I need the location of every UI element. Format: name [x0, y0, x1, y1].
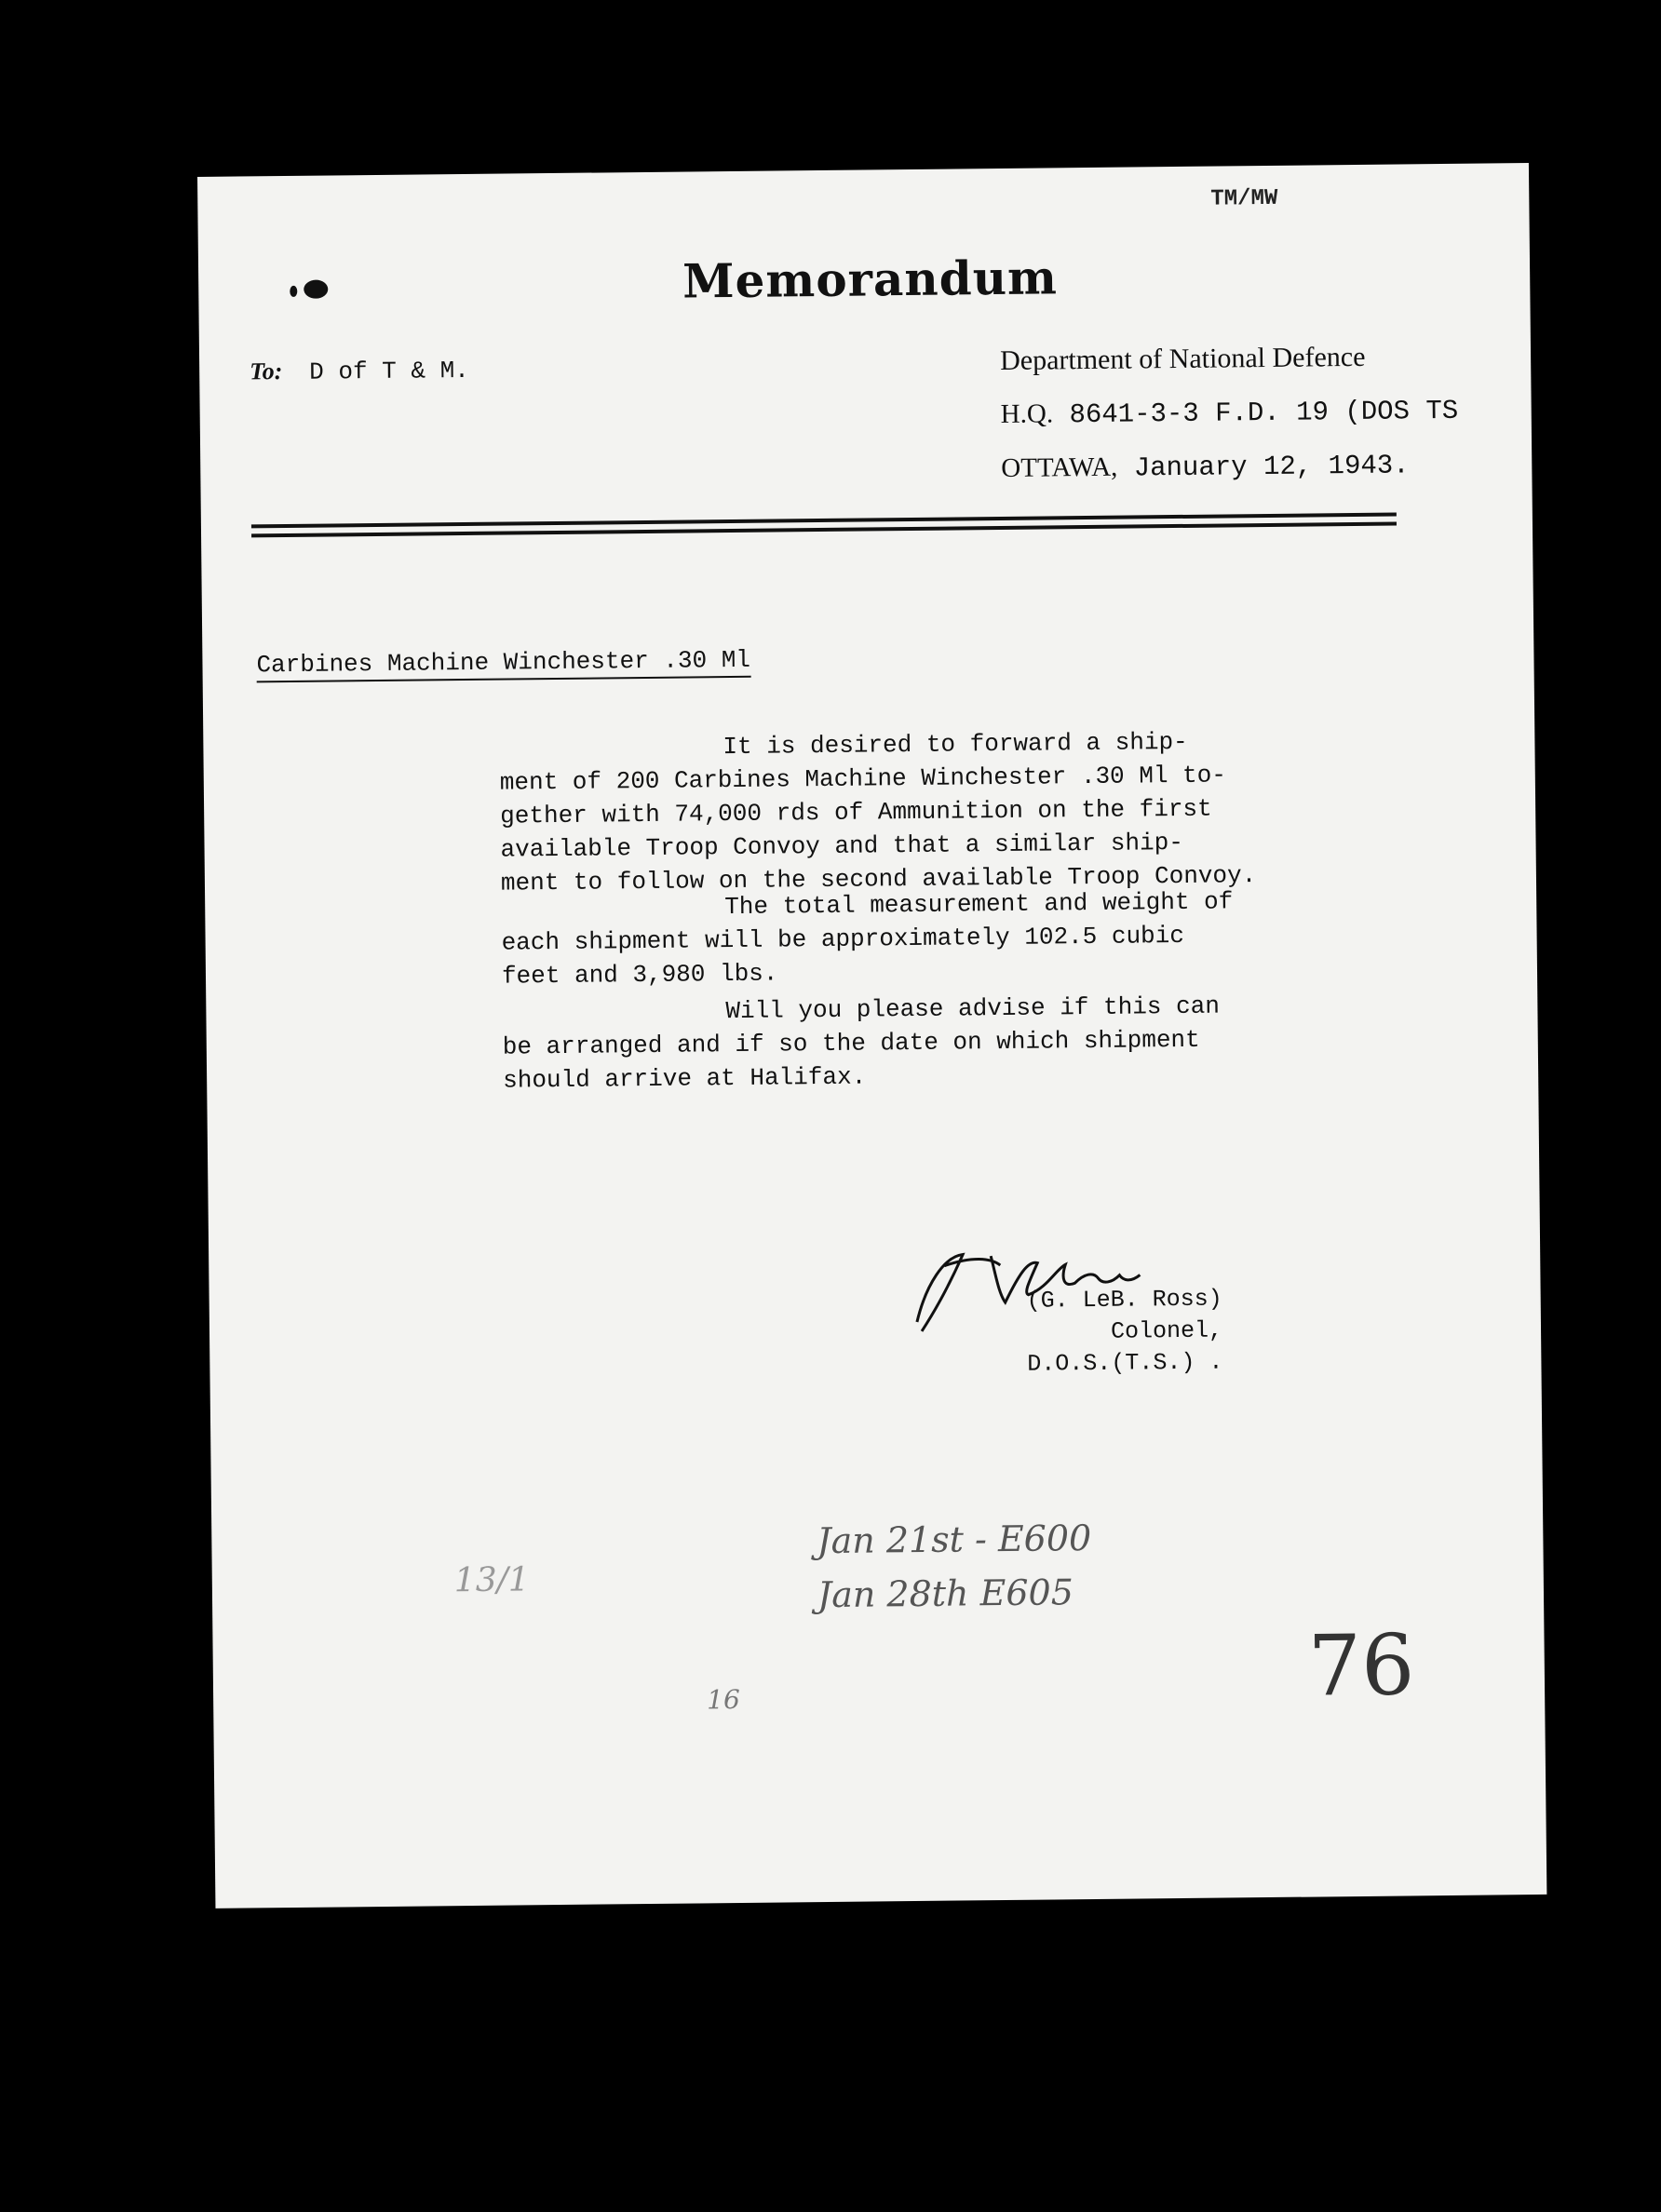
handwritten-date: 13/1	[453, 1560, 530, 1600]
memorandum-sheet	[197, 163, 1546, 1909]
handwritten-note-1: Jan 21st - E600	[817, 1517, 1092, 1562]
hq-value: 8641-3-3 F.D. 19 (DOS TS	[1069, 395, 1459, 431]
department-name: Department of National Defence	[999, 341, 1366, 376]
recipient: D of T & M.	[309, 356, 469, 386]
handwritten-mark: 16	[706, 1683, 740, 1716]
paragraph-3	[502, 988, 1341, 1097]
paragraph-2	[501, 883, 1340, 992]
to-label: To:	[250, 357, 283, 385]
handwritten-page-number: 76	[1307, 1616, 1415, 1716]
paragraph-line: each shipment will be approximately 102.5 cubic	[501, 921, 1185, 957]
memo-date: January 12, 1943.	[1133, 450, 1410, 484]
signatory-rank: Colonel,	[1110, 1316, 1223, 1345]
paragraph-line: ment of 200 Carbines Machine Winchester .30 Ml to-	[499, 761, 1227, 797]
signatory-office: D.O.S.(T.S.) .	[1027, 1348, 1223, 1378]
paragraph-line: gether with 74,000 rds of Ammunition on the first	[500, 794, 1212, 830]
paragraph-line: available Troop Convoy and that a similar ship-	[500, 828, 1184, 864]
paragraph-line: should arrive at Halifax.	[503, 1062, 867, 1095]
paragraph-line: be arranged and if so the date on which shipment	[502, 1025, 1200, 1061]
signatory-name: (G. LeB. Ross)	[1026, 1285, 1222, 1315]
file-initials: TM/MW	[1210, 185, 1278, 212]
file-reference	[1001, 395, 1459, 431]
paragraph-line: The total measurement and weight of	[724, 887, 1234, 922]
paragraph-line: ment to follow on the second available Troop Convoy.	[500, 861, 1257, 897]
paragraph-line: feet and 3,980 lbs.	[501, 959, 778, 991]
paragraph-line: It is desired to forward a ship-	[722, 727, 1188, 762]
place-label: OTTAWA,	[1001, 452, 1118, 483]
signature-block	[962, 1284, 1223, 1382]
place-date	[1001, 449, 1410, 485]
ink-blot-icon	[284, 276, 340, 304]
paragraph-1	[499, 723, 1339, 899]
hq-label: H.Q.	[1000, 398, 1054, 429]
subject-line: Carbines Machine Winchester .30 Ml	[256, 646, 750, 683]
memo-title: Memorandum	[682, 250, 1059, 309]
handwritten-note-2: Jan 28th E605	[817, 1571, 1074, 1616]
paragraph-line: Will you please advise if this can	[725, 991, 1221, 1026]
